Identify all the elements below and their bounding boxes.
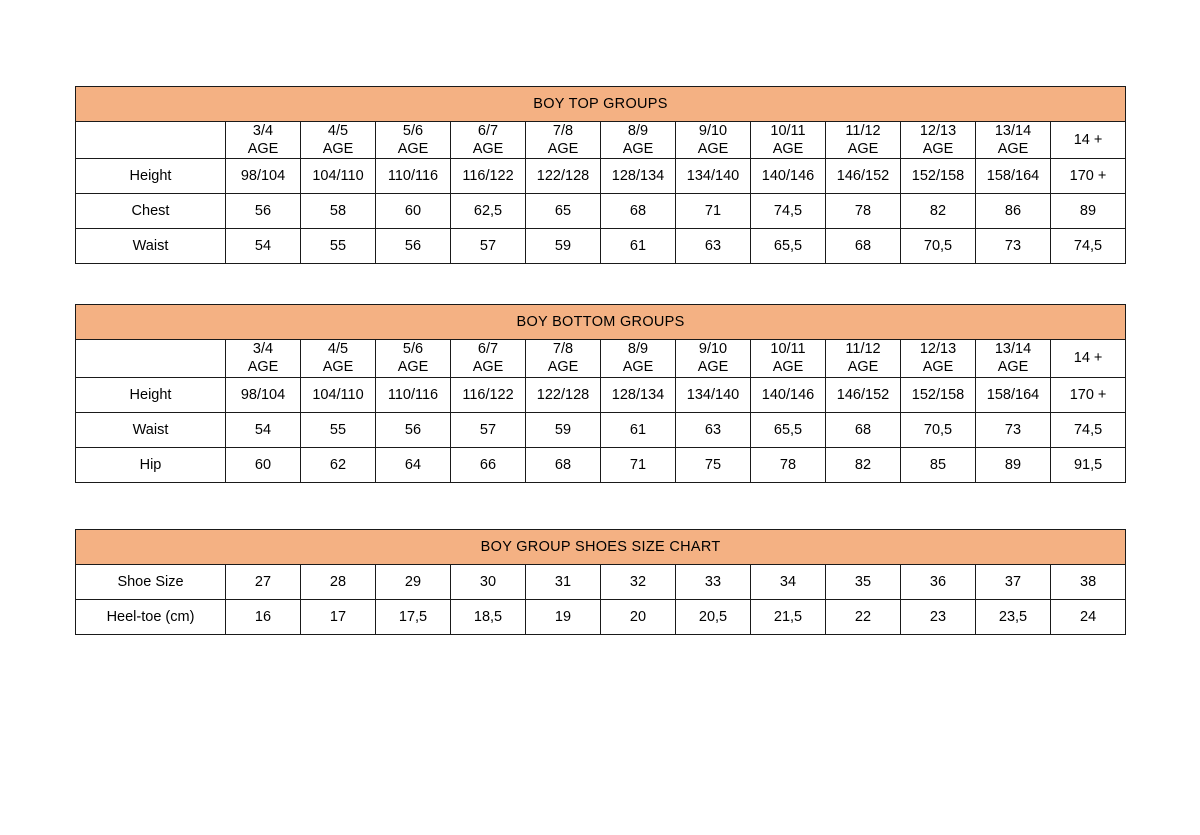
table-title-row [76,305,1126,340]
column-header-line2: AGE [322,359,354,376]
table-cell: 60 [376,194,451,229]
column-header [676,340,751,377]
table-cell: 62 [301,447,376,482]
column-header-line1: 9/10 [698,123,728,139]
table-cell: 61 [601,229,676,264]
column-header-line2: AGE [922,141,954,158]
column-header-line1: 3/4 [252,123,274,139]
column-header-line1: 10/11 [770,123,806,139]
table-cell: 35 [826,564,901,599]
table-cell: 74,5 [1051,229,1126,264]
table-cell: 37 [976,564,1051,599]
table-cell: 128/134 [601,159,676,194]
column-header [526,340,601,377]
row-label: Heel-toe (cm) [76,599,226,634]
column-header [676,122,751,159]
table-cell: 82 [901,194,976,229]
table-row [76,377,1126,412]
column-header-line1: 9/10 [698,341,728,358]
column-header [976,340,1051,377]
column-header-line2: AGE [472,359,504,376]
table-cell: 71 [601,447,676,482]
table-title: BOY BOTTOM GROUPS [76,305,1126,340]
column-header-line2: AGE [997,141,1029,158]
column-header-line1: 6/7 [477,123,499,139]
table-cell: 85 [901,447,976,482]
header-corner-cell [76,340,226,377]
row-label: Waist [76,412,226,447]
column-header-line2: AGE [847,141,879,158]
table-title: BOY TOP GROUPS [76,87,1126,122]
column-header-line1: 7/8 [552,123,574,139]
column-header-line1: 8/9 [627,341,649,358]
column-header [901,122,976,159]
table-cell: 91,5 [1051,447,1126,482]
column-header-line1: 5/6 [402,123,424,139]
column-header-line1: 10/11 [770,341,806,358]
table-cell: 134/140 [676,377,751,412]
table-cell: 66 [451,447,526,482]
column-header [601,340,676,377]
column-header-line1: 14 + [1073,350,1103,367]
column-header-line1: 13/14 [994,341,1032,358]
column-header [601,122,676,159]
row-label: Height [76,377,226,412]
column-header [1051,340,1126,377]
row-label: Shoe Size [76,564,226,599]
table-cell: 146/152 [826,377,901,412]
column-header [826,122,901,159]
column-header [376,122,451,159]
table-cell: 59 [526,229,601,264]
column-header-line1: 11/12 [845,123,881,139]
boy-shoes-size-table [75,529,1126,635]
column-header-line2: AGE [997,359,1029,376]
table-cell: 110/116 [376,377,451,412]
row-label: Height [76,159,226,194]
column-header-line2: AGE [772,141,804,158]
table-cell: 89 [976,447,1051,482]
table-cell: 61 [601,412,676,447]
column-header-line1: 14 + [1073,132,1103,149]
column-header [976,122,1051,159]
table-cell: 146/152 [826,159,901,194]
table-cell: 71 [676,194,751,229]
column-header-line2: AGE [547,359,579,376]
column-header [226,122,301,159]
boy-bottom-groups-table [75,304,1126,482]
column-header [226,340,301,377]
column-header-line1: 7/8 [552,341,574,358]
table-cell: 19 [526,599,601,634]
table-cell: 98/104 [226,377,301,412]
table-row [76,412,1126,447]
table-cell: 59 [526,412,601,447]
table-cell: 78 [751,447,826,482]
table-cell: 55 [301,412,376,447]
column-header-line2: AGE [472,141,504,158]
table-cell: 20 [601,599,676,634]
column-header [751,340,826,377]
column-header-line2: AGE [547,141,579,158]
table-cell: 68 [826,229,901,264]
table-cell: 89 [1051,194,1126,229]
column-header-line2: AGE [847,359,879,376]
table-cell: 65,5 [751,412,826,447]
table-row [76,229,1126,264]
column-header-line2: AGE [622,141,654,158]
row-label: Waist [76,229,226,264]
column-header-line2: AGE [922,359,954,376]
table-cell: 158/164 [976,159,1051,194]
row-label: Hip [76,447,226,482]
table-cell: 158/164 [976,377,1051,412]
table-cell: 20,5 [676,599,751,634]
table-cell: 57 [451,229,526,264]
table-row [76,564,1126,599]
table-cell: 63 [676,412,751,447]
table-cell: 73 [976,412,1051,447]
table-cell: 21,5 [751,599,826,634]
table-header-row [76,122,1126,159]
table-cell: 33 [676,564,751,599]
column-header-line1: 4/5 [327,123,349,139]
table-cell: 65,5 [751,229,826,264]
table-cell: 134/140 [676,159,751,194]
table-cell: 56 [376,229,451,264]
column-header-line2: AGE [247,141,279,158]
table-cell: 74,5 [751,194,826,229]
table-cell: 55 [301,229,376,264]
header-corner-cell [76,122,226,159]
column-header-line1: 6/7 [477,341,499,358]
table-cell: 24 [1051,599,1126,634]
table-cell: 54 [226,229,301,264]
column-header-line1: 3/4 [252,341,274,358]
table-cell: 64 [376,447,451,482]
column-header [301,340,376,377]
column-header-line1: 4/5 [327,341,349,358]
table-row [76,194,1126,229]
table-cell: 29 [376,564,451,599]
table-cell: 170 + [1051,159,1126,194]
table-cell: 140/146 [751,159,826,194]
table-cell: 152/158 [901,377,976,412]
table-cell: 23,5 [976,599,1051,634]
column-header [451,122,526,159]
table-cell: 56 [226,194,301,229]
table-cell: 152/158 [901,159,976,194]
table-cell: 74,5 [1051,412,1126,447]
table-cell: 36 [901,564,976,599]
column-header-line2: AGE [697,141,729,158]
table-cell: 140/146 [751,377,826,412]
table-row [76,159,1126,194]
column-header-line1: 12/13 [919,341,957,358]
column-header-line2: AGE [772,359,804,376]
table-cell: 98/104 [226,159,301,194]
table-cell: 104/110 [301,159,376,194]
column-header-line2: AGE [397,141,429,158]
column-header [451,340,526,377]
table-cell: 75 [676,447,751,482]
column-header-line2: AGE [697,359,729,376]
table-cell: 28 [301,564,376,599]
table-cell: 170 + [1051,377,1126,412]
column-header [826,340,901,377]
table-cell: 128/134 [601,377,676,412]
table-cell: 122/128 [526,377,601,412]
column-header-line1: 13/14 [994,123,1032,139]
table-cell: 70,5 [901,229,976,264]
table-cell: 110/116 [376,159,451,194]
table-cell: 82 [826,447,901,482]
row-label: Chest [76,194,226,229]
table-row [76,599,1126,634]
section-spacer [75,264,1125,304]
column-header [376,340,451,377]
table-title-row [76,87,1126,122]
table-cell: 38 [1051,564,1126,599]
table-header-row [76,340,1126,377]
column-header [1051,122,1126,159]
table-cell: 116/122 [451,377,526,412]
column-header-line2: AGE [247,359,279,376]
table-cell: 68 [526,447,601,482]
table-cell: 122/128 [526,159,601,194]
column-header [301,122,376,159]
table-title-row [76,529,1126,564]
table-cell: 116/122 [451,159,526,194]
table-cell: 60 [226,447,301,482]
table-cell: 34 [751,564,826,599]
table-cell: 54 [226,412,301,447]
table-cell: 58 [301,194,376,229]
table-cell: 30 [451,564,526,599]
column-header [901,340,976,377]
table-cell: 68 [826,412,901,447]
table-cell: 63 [676,229,751,264]
table-cell: 78 [826,194,901,229]
table-cell: 62,5 [451,194,526,229]
column-header-line1: 12/13 [919,123,957,139]
column-header-line1: 8/9 [627,123,649,139]
table-cell: 86 [976,194,1051,229]
table-cell: 27 [226,564,301,599]
table-cell: 17 [301,599,376,634]
column-header [751,122,826,159]
boy-top-groups-table [75,86,1126,264]
table-cell: 16 [226,599,301,634]
column-header-line2: AGE [397,359,429,376]
table-cell: 56 [376,412,451,447]
column-header-line2: AGE [322,141,354,158]
table-cell: 31 [526,564,601,599]
table-cell: 73 [976,229,1051,264]
table-cell: 104/110 [301,377,376,412]
table-row [76,447,1126,482]
column-header-line1: 11/12 [845,341,881,358]
section-spacer [75,483,1125,529]
table-cell: 68 [601,194,676,229]
table-cell: 57 [451,412,526,447]
table-title: BOY GROUP SHOES SIZE CHART [76,529,1126,564]
table-cell: 22 [826,599,901,634]
table-cell: 32 [601,564,676,599]
table-cell: 23 [901,599,976,634]
column-header-line2: AGE [622,359,654,376]
table-cell: 17,5 [376,599,451,634]
table-cell: 70,5 [901,412,976,447]
table-cell: 65 [526,194,601,229]
column-header [526,122,601,159]
table-cell: 18,5 [451,599,526,634]
column-header-line1: 5/6 [402,341,424,358]
